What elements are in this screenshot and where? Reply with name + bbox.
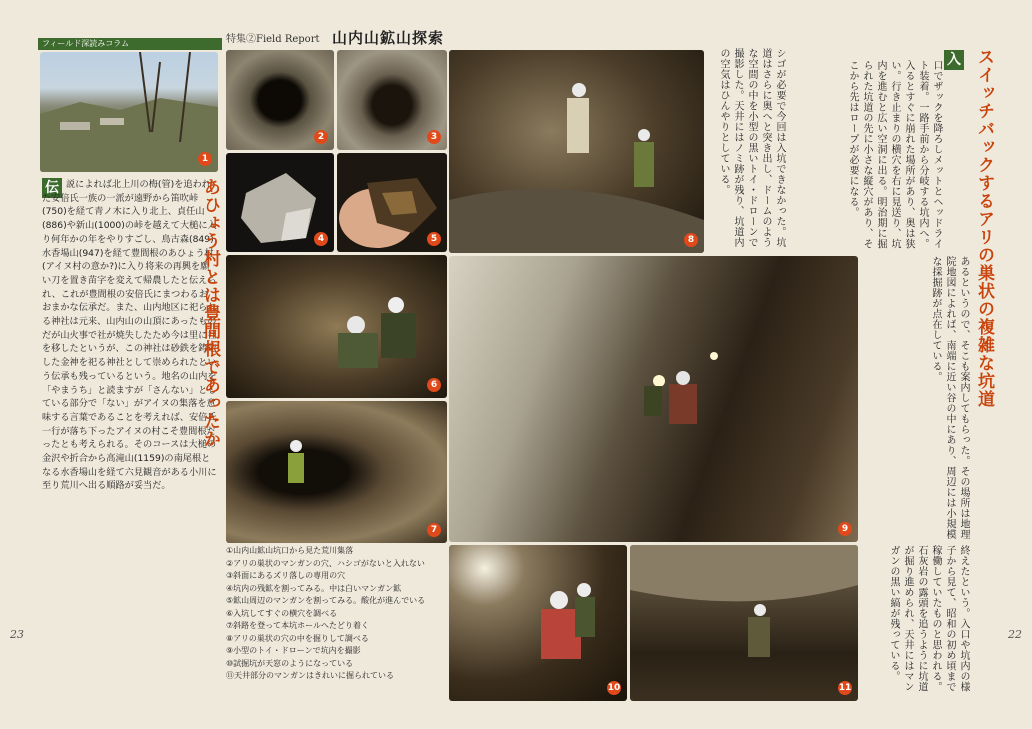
explorers-figures bbox=[226, 255, 447, 398]
caption-item: ②アリの巣状のマンガンの穴、ハシゴがないと入れない bbox=[226, 558, 425, 568]
left-heading: あひょう村とは豊間根であったか bbox=[200, 178, 220, 448]
ceiling-explorer bbox=[630, 545, 858, 701]
photo-number-badge: 4 bbox=[314, 232, 328, 246]
feature-title: 山内山鉱山探索 bbox=[332, 29, 445, 47]
right-body-column-2: 口でザックを降ろしメットとヘッドライト装着。一路手前から分岐する坑内へ。入るとすぐに崩れた場所があり、奥は狭い。行き止まりの横穴を右に見送り、坑内を進むと広い空洞に出る。明治期に掘られた坑道の先に小さな縦穴があり、そこから先はロープが必要になる。 bbox=[847, 60, 942, 249]
photo-number-badge: 6 bbox=[427, 378, 441, 392]
caption-item: ⑧アリの巣状の穴の中を掘りして調べる bbox=[226, 633, 369, 643]
caption-item: ⑩試掘坑が天窓のようになっている bbox=[226, 658, 354, 668]
caption-item: ⑨小型のトイ・ドローンで坑内を撮影 bbox=[226, 646, 361, 655]
chamber-explorers bbox=[449, 256, 858, 542]
landscape-scene bbox=[40, 52, 218, 172]
photo-number-badge: 9 bbox=[838, 522, 852, 536]
explorer-figure bbox=[226, 401, 447, 543]
right-heading: スイッチバックするアリの巣状の複雑な坑道 bbox=[974, 48, 994, 408]
page-number-right: 22 bbox=[1008, 628, 1022, 641]
photo-6-explorers bbox=[226, 255, 447, 398]
caption-item: ①山内山鉱山坑口から見た荒川集落 bbox=[226, 546, 354, 555]
right-body-column-1: シゴが必要で今回は入坑できなかった。坑道はさらに奥へと突き出し、ドームのような空間の中を小型の黒いトイ・ドローンで撮影した。天井にはノミ跡が残り、坑道内の空気はひんやりとしている。 bbox=[718, 48, 785, 248]
photo-7-tunnel bbox=[226, 401, 447, 543]
caption-item: ⑤鉱山周辺のマンガンを割ってみる。酸化が進んでいる bbox=[226, 596, 426, 605]
photo-number-badge: 8 bbox=[684, 233, 698, 247]
skylight-explorers bbox=[449, 545, 627, 701]
left-body-text: 説によれば北上川の梅(管)を追われた安倍氏一族の一派が遠野から笛吹峠(750)を経て青ノ木に入り北上、貞任山(886)や新山(1000)の峠を越えて大槌に入り何年かの年をやりすごし、鳥古森(849)水香場山(947)を経て豊間根のあひょう村(アイヌ村の意か?)に入り将来の再興を願い刀を置き苗字を変えて帰農したと伝えられ、これが豊間根の安倍氏にまつわるおおまかな伝承だ。また、山内地区に祀られる神社は元来、山内山の山頂にあったものだが山火事で社が焼失したため今は里に社を移したというが、この神社は砂鉄を鋳造した金神を祀る神社として崇められたという伝承も残っているという。地名の山内を「やまうち」と読ますが「さんない」としている部分で「ない」がアイヌの集落を意味する言葉であることを考えれば、安倍氏一行が落ち下ったアイヌの村こそ豊間根だったとも考えられる。そのコースは大槌の金沢や折合から高滝山(1159)の南尾根となる水香場山を経て六見観音がある小川に至り荒川へ出る順路が妥当だ。 bbox=[42, 179, 217, 492]
photo-11-ceiling bbox=[630, 545, 858, 701]
photo-5-rock bbox=[337, 153, 447, 252]
caption-item: ⑪天井部分のマンガンはきれいに掘られている bbox=[226, 671, 394, 680]
page-number-left: 23 bbox=[10, 628, 24, 641]
photo-9-chamber bbox=[449, 256, 858, 542]
photo-2-hole bbox=[226, 50, 334, 150]
caption-item: ⑥入坑してすぐの横穴を調べる bbox=[226, 608, 338, 618]
dropcap-right: 入 bbox=[944, 50, 964, 70]
photo-3-hole bbox=[337, 50, 447, 150]
photo-number-badge: 10 bbox=[607, 683, 621, 693]
photo-8-cave bbox=[449, 50, 704, 253]
caption-item: ④坑内の残鉱を割ってみる。中は白いマンガン鉱 bbox=[226, 583, 402, 593]
photo-10-skylight bbox=[449, 545, 627, 701]
dropcap-left: 伝 bbox=[42, 178, 62, 198]
photo-number-badge: 11 bbox=[838, 683, 852, 693]
photo-1-landscape bbox=[40, 52, 218, 172]
caption-item: ③斜面にあるズリ落しの専用の穴 bbox=[226, 571, 346, 580]
photo-number-badge: 1 bbox=[198, 152, 212, 166]
right-body-column-3: あるというので、そこも案内してもらった。その場所は地理院地図によれば、南端に近い谷の中にあり、周辺には小規模な採掘跡が点在している。 bbox=[930, 256, 969, 540]
photo-number-badge: 2 bbox=[314, 130, 328, 144]
caption-item: ⑦斜路を登って本坑ホールへたどり着く bbox=[226, 621, 370, 630]
photo-number-badge: 5 bbox=[427, 232, 441, 246]
cave-explorers bbox=[449, 50, 704, 253]
photo-4-rock bbox=[226, 153, 334, 252]
photo-number-badge: 7 bbox=[427, 523, 441, 537]
feature-label: 特集②Field Report bbox=[226, 34, 320, 45]
column-tag: フィールド深読みコラム bbox=[38, 38, 222, 50]
caption-list bbox=[226, 545, 441, 683]
photo-number-badge: 3 bbox=[427, 130, 441, 144]
right-body-column-4: 終えたという。入口や坑内の様子から見て、昭和の初め頃まで稼働していたものと思われる。石灰岩の露頭を追うように坑道が掘り進められ、天井にはマンガンの黒い縞が残っている。 bbox=[888, 545, 969, 692]
